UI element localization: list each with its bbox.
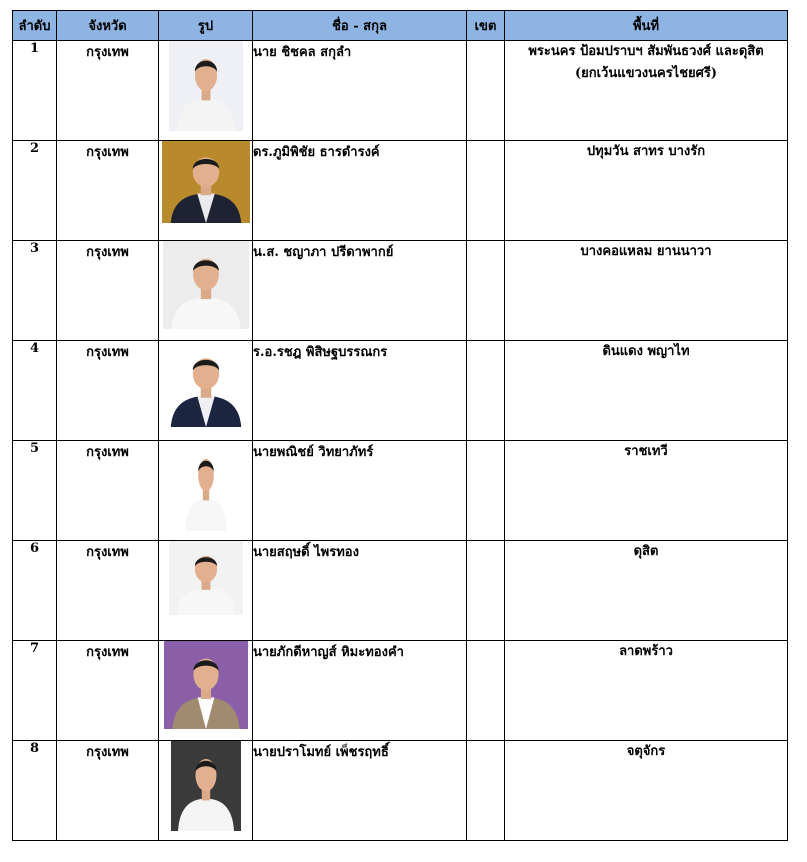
table-row xyxy=(13,541,788,641)
table-row xyxy=(13,441,788,541)
cell-order: 5 xyxy=(13,441,57,541)
header-photo: รูป xyxy=(159,11,253,41)
portrait-icon xyxy=(169,541,243,615)
cell-district xyxy=(467,641,505,741)
area-note: (ยกเว้นแขวงนครไชยศรี) xyxy=(574,66,718,81)
portrait-icon xyxy=(162,341,250,427)
area-line: พระนคร ป้อมปราบฯ สัมพันธวงศ์ และดุสิต xyxy=(528,44,764,59)
cell-province: กรุงเทพ xyxy=(57,541,159,641)
candidate-photo xyxy=(162,341,250,427)
area-line: ดินแดง พญาไท xyxy=(602,344,690,359)
cell-name: น.ส. ชญาภา ปรีดาพากย์ xyxy=(253,241,467,341)
cell-province: กรุงเทพ xyxy=(57,441,159,541)
cell-area xyxy=(505,241,788,341)
table-row xyxy=(13,41,788,141)
cell-area xyxy=(505,341,788,441)
cell-photo xyxy=(159,41,253,141)
cell-area xyxy=(505,741,788,841)
portrait-icon xyxy=(164,641,248,729)
cell-photo xyxy=(159,541,253,641)
area-line: ปทุมวัน สาทร บางรัก xyxy=(586,144,706,159)
candidate-photo xyxy=(169,541,243,615)
cell-photo xyxy=(159,641,253,741)
cell-name: ดร.ภูมิพิชัย ธารดำรงค์ xyxy=(253,141,467,241)
cell-district xyxy=(467,341,505,441)
cell-district xyxy=(467,741,505,841)
table-header-row xyxy=(13,11,788,41)
cell-district xyxy=(467,541,505,641)
portrait-icon xyxy=(162,141,250,223)
header-order: ลำดับ xyxy=(13,11,57,41)
candidate-photo xyxy=(163,241,249,329)
cell-province: กรุงเทพ xyxy=(57,241,159,341)
cell-order: 6 xyxy=(13,541,57,641)
area-line: ลาดพร้าว xyxy=(619,644,673,659)
table-row xyxy=(13,341,788,441)
cell-name: นายภักดีหาญส์ หิมะทองคำ xyxy=(253,641,467,741)
candidate-photo xyxy=(171,741,241,831)
cell-district xyxy=(467,141,505,241)
cell-photo xyxy=(159,341,253,441)
candidate-photo xyxy=(162,141,250,223)
cell-name: นายพณิชย์ วิทยาภัทร์ xyxy=(253,441,467,541)
cell-order: 8 xyxy=(13,741,57,841)
cell-province: กรุงเทพ xyxy=(57,341,159,441)
header-name: ชื่อ - สกุล xyxy=(253,11,467,41)
cell-photo xyxy=(159,741,253,841)
portrait-icon xyxy=(180,441,232,531)
area-line: จตุจักร xyxy=(626,744,666,759)
cell-order: 2 xyxy=(13,141,57,241)
cell-name: นายปราโมทย์ เพ็ชรฤทธิ์ xyxy=(253,741,467,841)
area-line: ดุสิต xyxy=(633,544,659,559)
cell-photo xyxy=(159,241,253,341)
cell-photo xyxy=(159,141,253,241)
table-row xyxy=(13,141,788,241)
table-row xyxy=(13,741,788,841)
cell-district xyxy=(467,441,505,541)
cell-area xyxy=(505,641,788,741)
candidate-photo xyxy=(169,41,243,131)
table-row xyxy=(13,241,788,341)
cell-order: 4 xyxy=(13,341,57,441)
candidate-table xyxy=(12,10,788,841)
cell-area xyxy=(505,41,788,141)
cell-area xyxy=(505,541,788,641)
cell-district xyxy=(467,241,505,341)
cell-district xyxy=(467,41,505,141)
area-line: บางคอแหลม ยานนาวา xyxy=(580,244,712,259)
cell-photo xyxy=(159,441,253,541)
cell-province: กรุงเทพ xyxy=(57,741,159,841)
table-row xyxy=(13,641,788,741)
cell-name: ร.อ.รชฎ พิสิษฐบรรณกร xyxy=(253,341,467,441)
cell-area xyxy=(505,441,788,541)
candidate-photo xyxy=(180,441,232,531)
portrait-icon xyxy=(169,41,243,131)
cell-order: 1 xyxy=(13,41,57,141)
cell-name: นายสฤษดิ์ ไพรทอง xyxy=(253,541,467,641)
candidate-photo xyxy=(164,641,248,729)
portrait-icon xyxy=(171,741,241,831)
cell-province: กรุงเทพ xyxy=(57,641,159,741)
cell-province: กรุงเทพ xyxy=(57,41,159,141)
cell-name: นาย ชิชคล สกุลำ xyxy=(253,41,467,141)
cell-area xyxy=(505,141,788,241)
cell-province: กรุงเทพ xyxy=(57,141,159,241)
header-district: เขต xyxy=(467,11,505,41)
portrait-icon xyxy=(163,241,249,329)
header-area: พื้นที่ xyxy=(505,11,788,41)
header-province: จังหวัด xyxy=(57,11,159,41)
cell-order: 7 xyxy=(13,641,57,741)
area-line: ราชเทวี xyxy=(624,444,668,459)
cell-order: 3 xyxy=(13,241,57,341)
